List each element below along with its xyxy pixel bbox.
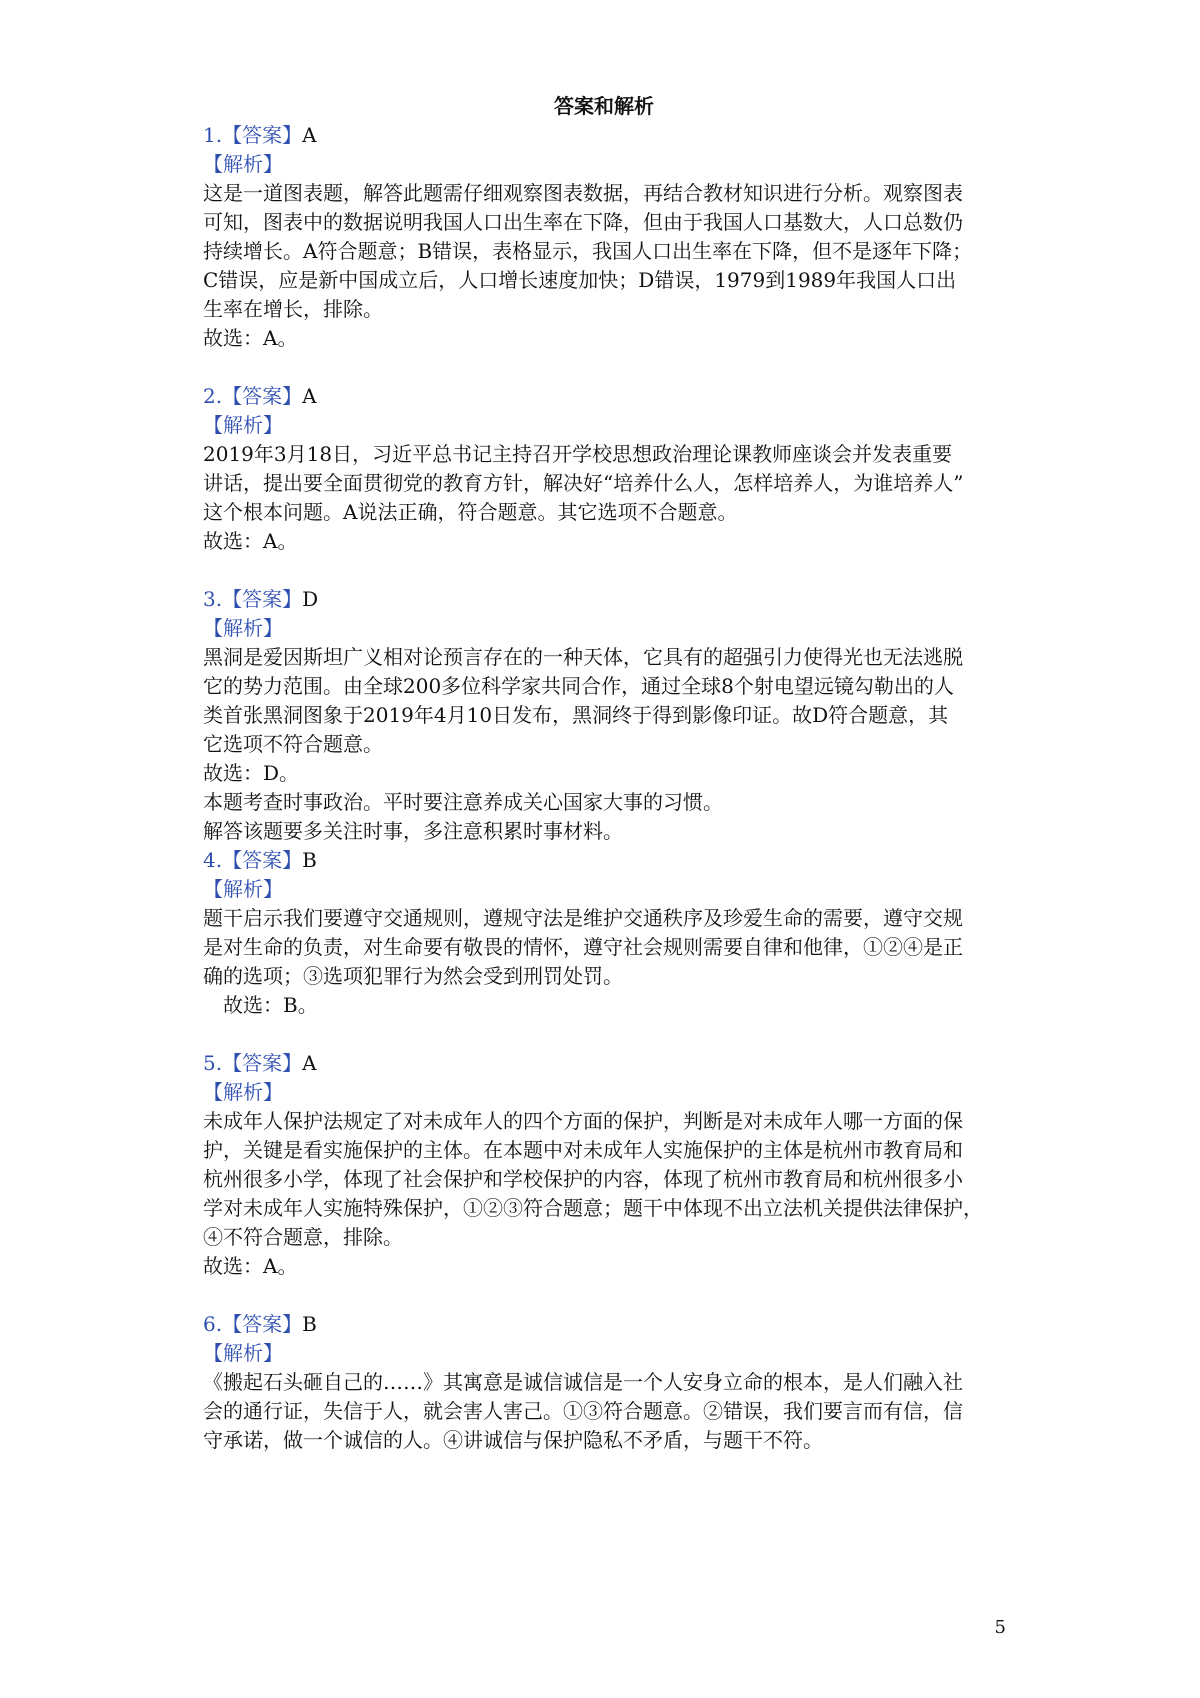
q3-text-line-1: 黑洞是爱因斯坦广义相对论预言存在的一种天体，它具有的超强引力使得光也无法逃脱 [203,645,963,669]
q6-text-line-1: 《搬起石头砸自己的……》其寓意是诚信诚信是一个人安身立命的根本，是人们融入社 [203,1370,963,1394]
q3-text-line-4: 它选项不符合题意。 [203,732,383,756]
q1-text-line-5: 生率在增长，排除。 [203,297,383,321]
q1-answer-label: 【答案】 [222,123,303,147]
q4-text-line-3: 确的选项；③选项犯罪行为然会受到刑罚处罚。 [203,964,623,988]
q5-analysis-label: 【解析】 [203,1080,283,1104]
q3-choice: 故选：D。 [203,761,300,785]
q2-analysis-label: 【解析】 [203,413,283,437]
q5-text-line-4: 学对未成年人实施特殊保护，①②③符合题意；题干中体现不出立法机关提供法律保护， [203,1196,983,1220]
q5-text-line-2: 护，关键是看实施保护的主体。在本题中对未成年人实施保护的主体是杭州市教育局和 [203,1138,963,1162]
q5-choice: 故选：A。 [203,1254,298,1278]
q4-analysis-label: 【解析】 [203,877,283,901]
q6-answer-label: 【答案】 [222,1312,303,1336]
q1-choice: 故选：A。 [203,326,298,350]
q3-text-line-3: 类首张黑洞图象于2019年4月10日发布，黑洞终于得到影像印证。故D符合题意，其 [203,703,949,727]
answer-content [203,92,1005,1455]
q3-number: 3. [203,587,223,611]
q2-text-line-1: 2019年3月18日，习近平总书记主持召开学校思想政治理论课教师座谈会并发表重要 [203,442,953,466]
q3-answer-label: 【答案】 [222,587,303,611]
q2-text-line-2: 讲话，提出要全面贯彻党的教育方针，解决好“培养什么人，怎样培养人，为谁培养人” [203,471,964,495]
q6-answer: B [302,1312,317,1336]
q1-answer: A [302,123,317,147]
page-title: 答案和解析 [554,94,654,118]
page-number: 5 [994,1617,1006,1638]
q2-answer-label: 【答案】 [222,384,303,408]
q4-text-line-2: 是对生命的负责，对生命要有敬畏的情怀，遵守社会规则需要自律和他律，①②④是正 [203,935,963,959]
q6-text-line-3: 守承诺，做一个诚信的人。④讲诚信与保护隐私不矛盾，与题干不符。 [203,1428,823,1452]
q4-text-line-1: 题干启示我们要遵守交通规则，遵规守法是维护交通秩序及珍爱生命的需要，遵守交规 [203,906,963,930]
q4-choice: 故选：B。 [223,993,318,1017]
q1-number: 1. [203,123,223,147]
q5-number: 5. [203,1051,223,1075]
q3-answer-line [203,585,1005,614]
q3-extra-line-1: 本题考查时事政治。平时要注意养成关心国家大事的习惯。 [203,790,723,814]
q4-answer-line [203,846,1005,875]
q6-text-line-2: 会的通行证，失信于人，就会害人害己。①③符合题意。②错误，我们要言而有信，信 [203,1399,963,1423]
q2-answer-line [203,382,1005,411]
q3-extra-line-2: 解答该题要多关注时事，多注意积累时事材料。 [203,819,623,843]
spacer [203,556,1005,585]
q5-text-line-1: 未成年人保护法规定了对未成年人的四个方面的保护，判断是对未成年人哪一方面的保 [203,1109,963,1133]
q4-answer-label: 【答案】 [222,848,303,872]
q4-number: 4. [203,848,223,872]
q3-analysis-label: 【解析】 [203,616,283,640]
q1-analysis-label: 【解析】 [203,152,283,176]
q1-text-line-1: 这是一道图表题，解答此题需仔细观察图表数据，再结合教材知识进行分析。观察图表 [203,181,963,205]
q4-answer: B [302,848,317,872]
spacer [203,1020,1005,1049]
q6-analysis-label: 【解析】 [203,1341,283,1365]
q5-text-line-3: 杭州很多小学，体现了社会保护和学校保护的内容，体现了杭州市教育局和杭州很多小 [203,1167,963,1191]
q2-number: 2. [203,384,223,408]
q5-answer: A [302,1051,317,1075]
q2-answer: A [302,384,317,408]
q3-answer: D [302,587,319,611]
q2-text-line-3: 这个根本问题。A说法正确，符合题意。其它选项不合题意。 [203,500,738,524]
q6-number: 6. [203,1312,223,1336]
spacer [203,1281,1005,1310]
q2-choice: 故选：A。 [203,529,298,553]
q5-answer-line [203,1049,1005,1078]
q1-text-line-2: 可知，图表中的数据说明我国人口出生率在下降，但由于我国人口基数大，人口总数仍 [203,210,963,234]
q5-text-line-5: ④不符合题意，排除。 [203,1225,403,1249]
q1-answer-line [203,121,1005,150]
q6-answer-line [203,1310,1005,1339]
q3-text-line-2: 它的势力范围。由全球200多位科学家共同合作，通过全球8个射电望远镜勾勒出的人 [203,674,954,698]
q1-text-line-4: C错误，应是新中国成立后，人口增长速度加快；D错误，1979到1989年我国人口出 [203,268,957,292]
spacer [203,353,1005,382]
q1-text-line-3: 持续增长。A符合题意；B错误，表格显示，我国人口出生率在下降，但不是逐年下降； [203,239,973,263]
q5-answer-label: 【答案】 [222,1051,303,1075]
